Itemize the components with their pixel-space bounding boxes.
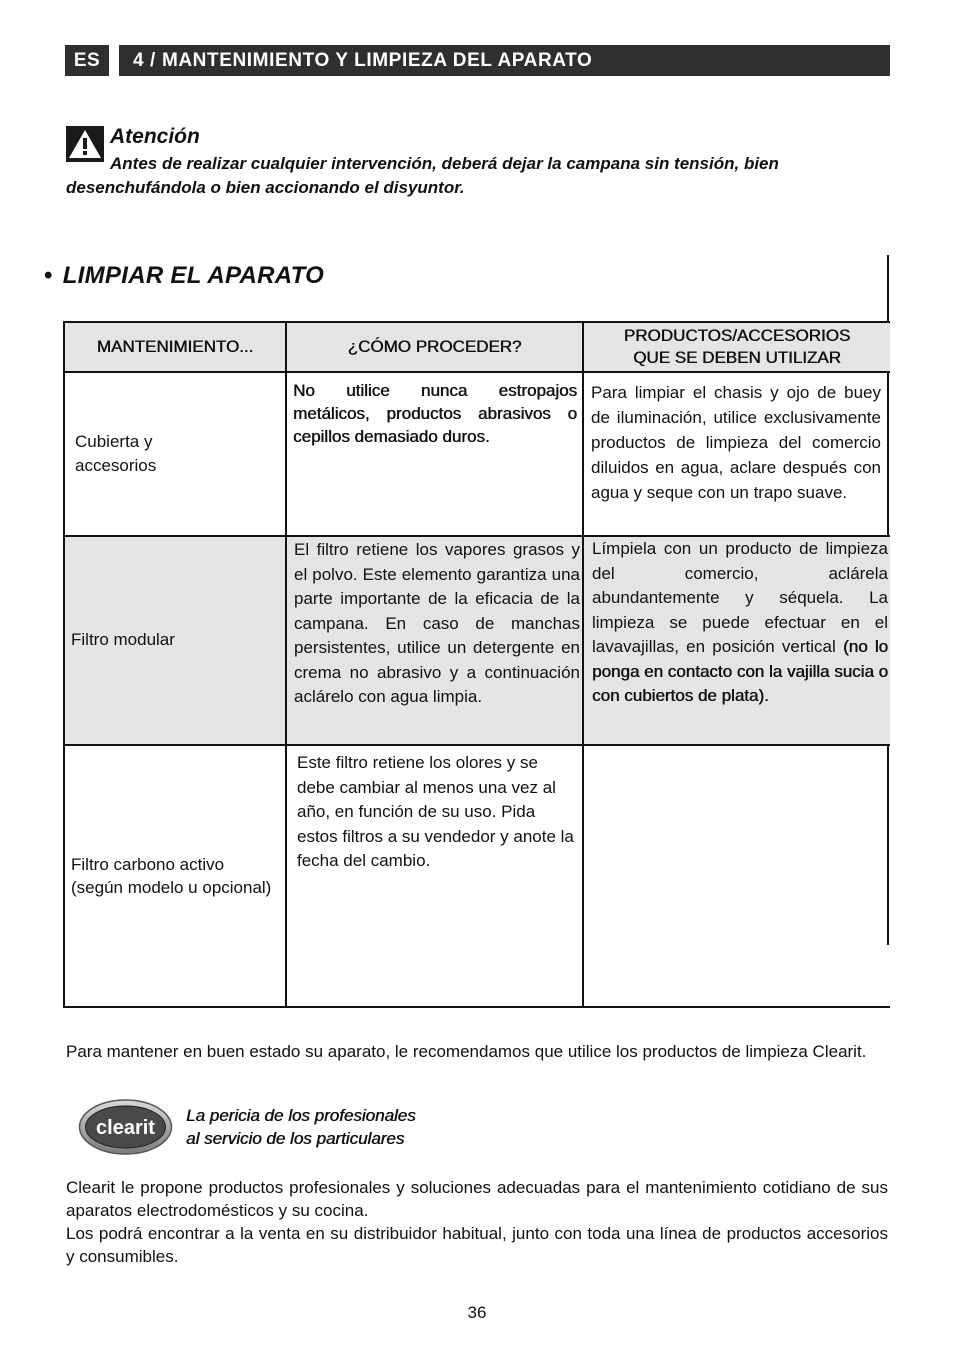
header-products: PRODUCTOS/ACCESORIOS QUE SE DEBEN UTILIZAR	[583, 322, 890, 372]
row-products: Para limpiar el chasis y ojo de buey de iluminación, utilice exclusivamente productos de limpieza del comercio diluidos en agua, aclare después con agua y seque con un trapo suave.	[591, 383, 881, 502]
row-how: Este filtro retiene los olores y se debe cambiar al menos una vez al año, en función de su uso. Pida estos filtros a su vendedor y anote la fecha del cambio.	[297, 753, 574, 870]
clearit-description	[66, 1176, 888, 1268]
row-how: El filtro retiene los vapores grasos y el polvo. Este elemento garantiza una parte importante de la eficacia de la campana. En caso de manchas persistentes, utilice un detergente en crema no abrasivo y a continuación aclárelo con agua limpia.	[294, 540, 580, 706]
row-products	[584, 537, 890, 709]
table-row	[64, 745, 890, 1007]
language-badge: ES	[65, 45, 109, 76]
table-header-row	[64, 322, 890, 372]
page-number: 36	[467, 1303, 487, 1322]
slogan-line-2: al servicio de los particulares	[186, 1129, 405, 1148]
row-products-text: Límpiela con un producto de limpieza del comercio, aclárela abundantemente y séquela. La limpieza se puede efectuar en el lavavajillas, en posición vertical	[592, 539, 888, 656]
clearit-recommendation: Para mantener en buen estado su aparato, le recomendamos que utilice los productos de limpieza Clearit.	[66, 1042, 867, 1061]
row-item: Cubierta y accesorios	[75, 431, 157, 475]
header-how: ¿CÓMO PROCEDER?	[286, 322, 583, 372]
row-item: Filtro modular	[71, 630, 175, 650]
section-number: 4 /	[133, 49, 156, 71]
row-item-cell	[64, 745, 286, 1007]
page-header	[65, 45, 890, 76]
cleaning-title: LIMPIAR EL APARATO	[62, 262, 325, 289]
section-title: MANTENIMIENTO Y LIMPIEZA DEL APARATO	[161, 49, 593, 71]
row-products-cell	[583, 372, 890, 536]
row-item-cell	[64, 536, 286, 745]
table-row	[64, 372, 890, 536]
row-how: No utilice nunca estropajos metálicos, productos abrasivos o cepillos demasiado duros.	[293, 381, 577, 446]
clearit-slogan	[186, 1104, 416, 1150]
maintenance-table	[63, 321, 890, 1008]
section-title-bar	[119, 45, 890, 76]
clearit-description-2: Los podrá encontrar a la venta en su distribuidor habitual, junto con toda una línea de productos accesorios y consumibles.	[66, 1224, 888, 1266]
row-products-cell	[583, 745, 890, 1007]
header-maintenance: MANTENIMIENTO...	[64, 322, 286, 372]
bullet: •	[44, 262, 53, 289]
row-how-cell	[286, 745, 583, 1007]
row-products-cell	[583, 536, 890, 745]
clearit-logo	[78, 1098, 173, 1156]
slogan-line-1: La pericia de los profesionales	[186, 1106, 416, 1125]
warning-title: Atención	[110, 125, 200, 148]
row-how-cell	[286, 536, 583, 745]
row-how-cell	[286, 372, 583, 536]
table-row	[64, 536, 890, 745]
clearit-logo-text: clearit	[96, 1117, 155, 1139]
clearit-description-1: Clearit le propone productos profesionales y soluciones adecuadas para el mantenimiento cotidiano de sus aparatos electrodomésticos y su cocina.	[66, 1178, 888, 1220]
row-products-warning: (no lo ponga en contacto con la vajilla sucia o con cubiertos de plata).	[592, 637, 888, 705]
cleaning-heading	[44, 262, 324, 290]
warning-text: Antes de realizar cualquier intervención, deberá dejar la campana sin tensión, bien desenchufándola o bien accionando el disyuntor.	[66, 154, 779, 197]
row-item: Filtro carbono activo (según modelo u opcional)	[71, 855, 272, 897]
row-item-cell	[64, 372, 286, 536]
